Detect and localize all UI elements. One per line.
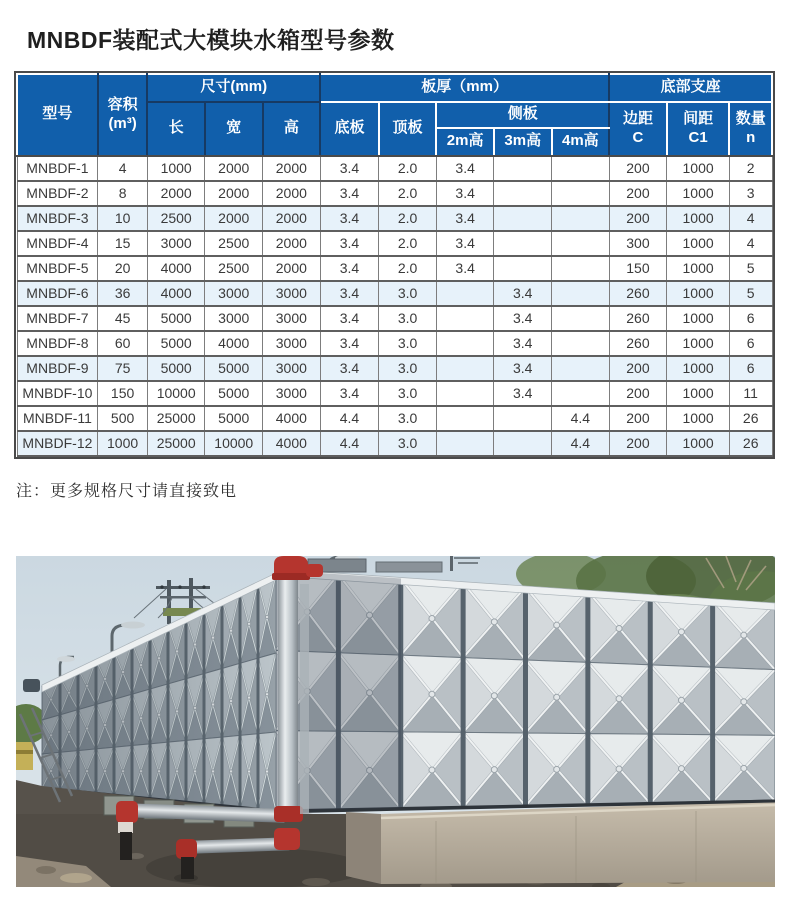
table-cell: 1000 <box>147 156 205 181</box>
spec-table-wrapper <box>14 71 775 459</box>
table-cell <box>494 206 552 231</box>
table-cell: 2000 <box>205 206 263 231</box>
table-cell: 75 <box>98 356 148 381</box>
table-cell: 3000 <box>263 281 321 306</box>
header-bottom-plate <box>320 102 379 156</box>
table-row <box>17 431 772 456</box>
table-cell: 15 <box>98 231 148 256</box>
table-cell: 3.4 <box>320 181 379 206</box>
table-cell: 6 <box>729 306 772 331</box>
table-cell: 1000 <box>667 256 730 281</box>
table-cell: MNBDF-5 <box>17 256 98 281</box>
table-cell: 3.4 <box>320 381 379 406</box>
table-cell: 3.4 <box>320 306 379 331</box>
table-cell: 200 <box>609 181 667 206</box>
table-cell: 2500 <box>205 231 263 256</box>
table-cell: 3.4 <box>320 281 379 306</box>
footnote-text: 注：更多规格尺寸请直接致电 <box>16 482 238 500</box>
table-cell: 3000 <box>263 306 321 331</box>
header-bottom-plate-label: 底板 <box>334 119 365 137</box>
table-cell: 3.0 <box>379 356 437 381</box>
table-cell: 260 <box>609 281 667 306</box>
header-height-label: 高 <box>283 119 299 137</box>
table-cell: 3000 <box>147 231 205 256</box>
table-cell <box>552 381 610 406</box>
table-cell: 25000 <box>147 431 205 456</box>
table-cell: 2.0 <box>379 156 437 181</box>
table-cell: 3000 <box>205 281 263 306</box>
table-cell: MNBDF-9 <box>17 356 98 381</box>
table-cell: 2.0 <box>379 181 437 206</box>
table-cell: 3.4 <box>494 381 552 406</box>
table-cell: 3.4 <box>494 306 552 331</box>
header-thickness-label: 板厚（mm） <box>421 78 508 96</box>
header-side-plate <box>436 102 609 128</box>
table-cell <box>436 381 494 406</box>
table-cell: MNBDF-8 <box>17 331 98 356</box>
header-4m <box>552 128 610 156</box>
footnote <box>16 478 789 501</box>
table-cell: 4.4 <box>320 431 379 456</box>
table-cell <box>552 281 610 306</box>
table-cell: 150 <box>98 381 148 406</box>
table-row <box>17 256 772 281</box>
header-2m <box>436 128 494 156</box>
table-cell: 2.0 <box>379 206 437 231</box>
table-row <box>17 406 772 431</box>
table-cell <box>552 181 610 206</box>
header-3m <box>494 128 552 156</box>
table-cell <box>436 281 494 306</box>
table-cell: 4 <box>98 156 148 181</box>
page-title <box>27 26 789 55</box>
table-cell: 500 <box>98 406 148 431</box>
header-qty-line1: 数量 <box>735 110 766 127</box>
table-cell: 10000 <box>205 431 263 456</box>
table-cell: MNBDF-1 <box>17 156 98 181</box>
table-cell: 3.4 <box>494 331 552 356</box>
table-cell: 1000 <box>667 281 730 306</box>
table-cell: 3.4 <box>320 356 379 381</box>
tank-front-face <box>276 569 775 811</box>
table-cell: 3.4 <box>320 231 379 256</box>
table-cell: 3.0 <box>379 431 437 456</box>
table-cell: 2 <box>729 156 772 181</box>
table-cell <box>436 331 494 356</box>
table-cell: 3000 <box>263 381 321 406</box>
header-capacity-line1: 容积 <box>107 96 138 113</box>
table-cell: 3000 <box>205 306 263 331</box>
table-cell: 200 <box>609 431 667 456</box>
header-qty-line2: n <box>746 128 756 146</box>
header-pitch <box>667 102 730 156</box>
table-cell: 36 <box>98 281 148 306</box>
header-length-label: 长 <box>168 119 184 137</box>
table-cell: 60 <box>98 331 148 356</box>
table-cell: 4 <box>729 231 772 256</box>
table-cell: 200 <box>609 206 667 231</box>
table-cell: 5000 <box>147 356 205 381</box>
table-cell: 4000 <box>263 406 321 431</box>
header-4m-label: 4m高 <box>562 132 599 150</box>
table-cell: 26 <box>729 406 772 431</box>
table-cell <box>552 331 610 356</box>
table-row <box>17 381 772 406</box>
table-cell: 2.0 <box>379 231 437 256</box>
table-cell: 5 <box>729 256 772 281</box>
table-cell: 6 <box>729 331 772 356</box>
table-cell <box>552 256 610 281</box>
table-cell: 5000 <box>205 356 263 381</box>
table-row <box>17 331 772 356</box>
table-cell: MNBDF-3 <box>17 206 98 231</box>
table-cell: 45 <box>98 306 148 331</box>
table-cell: 3 <box>729 181 772 206</box>
table-cell: 2000 <box>147 181 205 206</box>
table-cell: MNBDF-12 <box>17 431 98 456</box>
table-cell: 3.0 <box>379 306 437 331</box>
table-cell: 3.4 <box>436 256 494 281</box>
concrete-base <box>276 801 775 884</box>
table-cell <box>494 231 552 256</box>
table-cell: 2000 <box>263 256 321 281</box>
table-cell <box>494 406 552 431</box>
header-size-label: 尺寸(mm) <box>200 78 268 96</box>
table-cell <box>436 306 494 331</box>
table-cell: 2.0 <box>379 256 437 281</box>
table-cell: 5000 <box>205 406 263 431</box>
table-cell: 150 <box>609 256 667 281</box>
table-cell: 3.4 <box>320 331 379 356</box>
table-cell: 2000 <box>263 231 321 256</box>
table-cell: 3.0 <box>379 281 437 306</box>
table-cell: 5000 <box>147 331 205 356</box>
table-cell: 11 <box>729 381 772 406</box>
table-cell: 3000 <box>263 356 321 381</box>
table-cell: 4.4 <box>552 431 610 456</box>
table-cell: 4000 <box>263 431 321 456</box>
table-row <box>17 306 772 331</box>
table-cell: 2000 <box>205 181 263 206</box>
table-cell: 10 <box>98 206 148 231</box>
table-cell: 3.4 <box>320 156 379 181</box>
table-cell <box>436 431 494 456</box>
table-cell: 2500 <box>147 206 205 231</box>
table-cell: 25000 <box>147 406 205 431</box>
table-cell <box>552 356 610 381</box>
header-side-plate-label: 侧板 <box>507 105 538 123</box>
table-cell: 5000 <box>205 381 263 406</box>
header-edge <box>609 102 667 156</box>
table-cell: 1000 <box>667 331 730 356</box>
table-cell: 10000 <box>147 381 205 406</box>
table-cell: 3.0 <box>379 331 437 356</box>
table-cell: 1000 <box>667 381 730 406</box>
table-cell <box>494 431 552 456</box>
table-cell: 26 <box>729 431 772 456</box>
spec-table <box>16 73 773 457</box>
header-width <box>205 102 263 156</box>
table-row <box>17 181 772 206</box>
table-cell: 4000 <box>147 281 205 306</box>
table-cell <box>494 181 552 206</box>
table-cell: 1000 <box>98 431 148 456</box>
table-cell <box>552 231 610 256</box>
table-cell: 3.4 <box>320 256 379 281</box>
table-row <box>17 281 772 306</box>
table-cell <box>494 156 552 181</box>
table-cell: 300 <box>609 231 667 256</box>
table-cell: 3.4 <box>436 231 494 256</box>
table-cell: 200 <box>609 406 667 431</box>
table-body <box>17 156 772 456</box>
table-cell: 8 <box>98 181 148 206</box>
table-cell <box>552 306 610 331</box>
table-cell: MNBDF-11 <box>17 406 98 431</box>
table-cell: 1000 <box>667 306 730 331</box>
table-cell: 2000 <box>205 156 263 181</box>
table-cell: 200 <box>609 156 667 181</box>
table-cell: MNBDF-6 <box>17 281 98 306</box>
table-cell: 4.4 <box>320 406 379 431</box>
table-cell <box>436 406 494 431</box>
table-cell: 4.4 <box>552 406 610 431</box>
table-cell <box>436 356 494 381</box>
table-cell <box>494 256 552 281</box>
table-cell <box>552 206 610 231</box>
table-cell: 20 <box>98 256 148 281</box>
header-width-label: 宽 <box>226 119 242 137</box>
table-cell: 3.4 <box>320 206 379 231</box>
table-cell: 6 <box>729 356 772 381</box>
table-cell: 5 <box>729 281 772 306</box>
table-cell: 1000 <box>667 181 730 206</box>
table-cell: 3.4 <box>436 206 494 231</box>
table-cell: 2000 <box>263 206 321 231</box>
table-cell: 200 <box>609 381 667 406</box>
header-pitch-line2: C1 <box>688 128 708 146</box>
table-cell: 4000 <box>147 256 205 281</box>
header-pitch-line1: 间距 <box>683 110 714 127</box>
table-cell: 2000 <box>263 181 321 206</box>
table-cell: 1000 <box>667 156 730 181</box>
header-length <box>147 102 205 156</box>
table-cell: 5000 <box>147 306 205 331</box>
header-base-group <box>609 74 772 102</box>
tank-illustration <box>16 556 775 887</box>
table-cell: 2000 <box>263 156 321 181</box>
table-cell: 1000 <box>667 206 730 231</box>
table-cell: MNBDF-7 <box>17 306 98 331</box>
table-cell: 200 <box>609 356 667 381</box>
table-cell: 4000 <box>205 331 263 356</box>
water-tank-photo <box>16 556 775 887</box>
table-cell: 3.0 <box>379 381 437 406</box>
header-edge-line1: 边距 <box>622 110 653 127</box>
header-edge-line2: C <box>632 128 644 146</box>
table-cell: 1000 <box>667 431 730 456</box>
header-size-group <box>147 74 320 102</box>
table-cell: 4 <box>729 206 772 231</box>
table-row <box>17 231 772 256</box>
table-cell: 2500 <box>205 256 263 281</box>
page-title-text: MNBDF装配式大模块水箱型号参数 <box>27 27 395 53</box>
table-cell: 3.4 <box>436 181 494 206</box>
header-capacity <box>98 74 148 156</box>
header-model <box>17 74 98 156</box>
header-qty <box>729 102 772 156</box>
table-row <box>17 156 772 181</box>
table-cell: 1000 <box>667 231 730 256</box>
table-cell: 1000 <box>667 356 730 381</box>
table-row <box>17 356 772 381</box>
table-cell: 3.0 <box>379 406 437 431</box>
header-top-plate <box>379 102 437 156</box>
table-row <box>17 206 772 231</box>
header-base-label: 底部支座 <box>660 78 721 96</box>
table-cell: 1000 <box>667 406 730 431</box>
table-cell: 3.4 <box>436 156 494 181</box>
header-3m-label: 3m高 <box>504 132 542 150</box>
header-top-plate-label: 顶板 <box>392 119 423 137</box>
table-header <box>17 74 772 156</box>
table-cell: MNBDF-4 <box>17 231 98 256</box>
table-cell <box>552 156 610 181</box>
table-cell: 3.4 <box>494 356 552 381</box>
left-flange-stub <box>23 679 40 692</box>
table-cell: MNBDF-10 <box>17 381 98 406</box>
header-thickness-group <box>320 74 609 102</box>
table-cell: 3000 <box>263 331 321 356</box>
header-capacity-line2: (m³) <box>108 114 137 132</box>
table-cell: 260 <box>609 306 667 331</box>
table-cell: 260 <box>609 331 667 356</box>
header-height <box>263 102 321 156</box>
header-model-label: 型号 <box>42 105 73 123</box>
header-2m-label: 2m高 <box>446 132 484 150</box>
table-cell: 3.4 <box>494 281 552 306</box>
table-cell: MNBDF-2 <box>17 181 98 206</box>
